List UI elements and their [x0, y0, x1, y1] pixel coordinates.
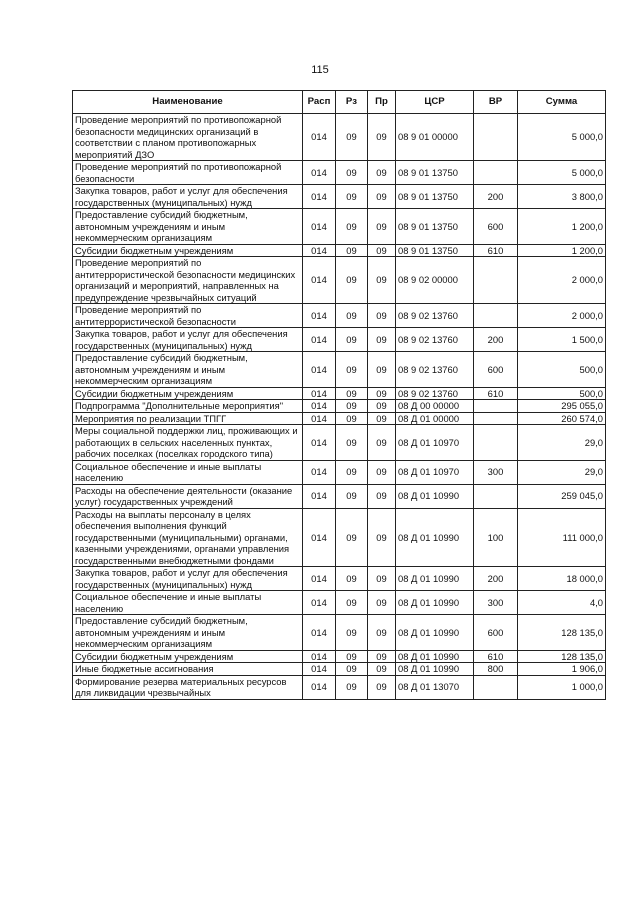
cell-sum: 260 574,0 [518, 412, 606, 425]
cell-pr: 09 [368, 484, 396, 508]
cell-rz: 09 [336, 161, 368, 185]
cell-name: Субсидии бюджетным учреждениям [73, 244, 303, 257]
cell-vr [474, 425, 518, 461]
cell-name: Предоставление субсидий бюджетным, автономным учреждениям и иным некоммерческим организациям [73, 615, 303, 651]
cell-pr: 09 [368, 244, 396, 257]
table-row [73, 591, 606, 615]
cell-sum: 295 055,0 [518, 400, 606, 413]
cell-csr: 08 9 01 13750 [396, 185, 474, 209]
cell-pr: 09 [368, 412, 396, 425]
table-row [73, 508, 606, 567]
cell-csr: 08 Д 01 10990 [396, 663, 474, 676]
cell-rz: 09 [336, 209, 368, 245]
cell-csr: 08 9 01 13750 [396, 209, 474, 245]
header-csr: ЦСР [396, 91, 474, 114]
cell-rz: 09 [336, 484, 368, 508]
cell-rasp: 014 [303, 663, 336, 676]
cell-name: Проведение мероприятий по антитеррористической безопасности медицинских организаций и мероприятий, направленных на предупреждение чрезвычайных ситуаций [73, 257, 303, 304]
cell-name: Субсидии бюджетным учреждениям [73, 650, 303, 663]
cell-pr: 09 [368, 257, 396, 304]
cell-sum: 4,0 [518, 591, 606, 615]
cell-name: Иные бюджетные ассигнования [73, 663, 303, 676]
cell-sum: 111 000,0 [518, 508, 606, 567]
cell-sum: 2 000,0 [518, 304, 606, 328]
table-row [73, 460, 606, 484]
cell-name: Проведение мероприятий по антитеррористической безопасности [73, 304, 303, 328]
cell-vr: 300 [474, 460, 518, 484]
table-row [73, 114, 606, 161]
cell-sum: 2 000,0 [518, 257, 606, 304]
cell-rz: 09 [336, 663, 368, 676]
cell-csr: 08 Д 01 10970 [396, 460, 474, 484]
cell-name: Социальное обеспечение и иные выплаты населению [73, 591, 303, 615]
table-row [73, 675, 606, 699]
cell-sum: 1 200,0 [518, 209, 606, 245]
cell-rz: 09 [336, 114, 368, 161]
cell-csr: 08 Д 01 10990 [396, 650, 474, 663]
table-row [73, 425, 606, 461]
table-row [73, 352, 606, 388]
cell-vr [474, 675, 518, 699]
cell-vr [474, 400, 518, 413]
cell-pr: 09 [368, 675, 396, 699]
cell-sum: 5 000,0 [518, 114, 606, 161]
cell-vr [474, 161, 518, 185]
page-number: 115 [311, 64, 329, 76]
cell-pr: 09 [368, 508, 396, 567]
cell-pr: 09 [368, 328, 396, 352]
cell-pr: 09 [368, 304, 396, 328]
cell-rz: 09 [336, 400, 368, 413]
cell-name: Проведение мероприятий по противопожарной безопасности медицинских организаций в соответствии с планом противопожарных мероприятий ДЗО [73, 114, 303, 161]
cell-csr: 08 Д 01 00000 [396, 412, 474, 425]
cell-csr: 08 9 02 13760 [396, 328, 474, 352]
cell-name: Меры социальной поддержки лиц, проживающих и работающих в сельских населенных пунктах, рабочих поселках (поселках городского типа) [73, 425, 303, 461]
cell-pr: 09 [368, 400, 396, 413]
cell-csr: 08 9 01 13750 [396, 244, 474, 257]
table-row [73, 400, 606, 413]
cell-vr: 610 [474, 650, 518, 663]
cell-vr: 610 [474, 387, 518, 400]
cell-rz: 09 [336, 304, 368, 328]
cell-rz: 09 [336, 328, 368, 352]
cell-name: Расходы на выплаты персоналу в целях обеспечения выполнения функций государственными (муниципальными) органами, казенными учреждениями, органами управления государственными внебюджетными фондами [73, 508, 303, 567]
cell-name: Расходы на обеспечение деятельности (оказание услуг) государственных учреждений [73, 484, 303, 508]
cell-csr: 08 Д 01 10990 [396, 508, 474, 567]
cell-vr: 600 [474, 352, 518, 388]
cell-rasp: 014 [303, 328, 336, 352]
cell-rasp: 014 [303, 591, 336, 615]
table-body [73, 114, 606, 700]
cell-rasp: 014 [303, 484, 336, 508]
cell-csr: 08 Д 01 10990 [396, 567, 474, 591]
cell-rasp: 014 [303, 352, 336, 388]
header-pr: Пр [368, 91, 396, 114]
table-row [73, 412, 606, 425]
cell-vr: 600 [474, 209, 518, 245]
cell-pr: 09 [368, 460, 396, 484]
table-row [73, 185, 606, 209]
cell-name: Мероприятия по реализации ТПГГ [73, 412, 303, 425]
cell-name: Закупка товаров, работ и услуг для обеспечения государственных (муниципальных) нужд [73, 185, 303, 209]
cell-name: Субсидии бюджетным учреждениям [73, 387, 303, 400]
cell-rz: 09 [336, 352, 368, 388]
cell-vr [474, 484, 518, 508]
cell-rz: 09 [336, 567, 368, 591]
cell-sum: 500,0 [518, 387, 606, 400]
cell-sum: 500,0 [518, 352, 606, 388]
cell-rz: 09 [336, 460, 368, 484]
cell-sum: 29,0 [518, 425, 606, 461]
cell-pr: 09 [368, 185, 396, 209]
cell-vr: 100 [474, 508, 518, 567]
cell-pr: 09 [368, 663, 396, 676]
cell-vr: 300 [474, 591, 518, 615]
cell-pr: 09 [368, 425, 396, 461]
cell-sum: 29,0 [518, 460, 606, 484]
header-vr: ВР [474, 91, 518, 114]
table-row [73, 304, 606, 328]
cell-csr: 08 9 02 13760 [396, 352, 474, 388]
cell-sum: 128 135,0 [518, 615, 606, 651]
cell-csr: 08 Д 01 10990 [396, 615, 474, 651]
cell-sum: 1 500,0 [518, 328, 606, 352]
cell-rasp: 014 [303, 425, 336, 461]
table-row [73, 257, 606, 304]
header-rasp: Расп [303, 91, 336, 114]
cell-csr: 08 9 02 13760 [396, 304, 474, 328]
cell-rasp: 014 [303, 209, 336, 245]
cell-vr [474, 412, 518, 425]
cell-vr: 200 [474, 328, 518, 352]
cell-rz: 09 [336, 257, 368, 304]
table-header-row [73, 91, 606, 114]
cell-rz: 09 [336, 615, 368, 651]
cell-pr: 09 [368, 615, 396, 651]
cell-name: Подпрограмма "Дополнительные мероприятия" [73, 400, 303, 413]
cell-rz: 09 [336, 508, 368, 567]
cell-name: Предоставление субсидий бюджетным, автономным учреждениям и иным некоммерческим организациям [73, 352, 303, 388]
cell-rasp: 014 [303, 675, 336, 699]
table-row [73, 244, 606, 257]
cell-rasp: 014 [303, 460, 336, 484]
cell-rz: 09 [336, 387, 368, 400]
cell-vr: 600 [474, 615, 518, 651]
table-row [73, 328, 606, 352]
cell-sum: 128 135,0 [518, 650, 606, 663]
cell-name: Закупка товаров, работ и услуг для обеспечения государственных (муниципальных) нужд [73, 328, 303, 352]
cell-csr: 08 9 01 00000 [396, 114, 474, 161]
budget-table [72, 90, 606, 700]
cell-name: Закупка товаров, работ и услуг для обеспечения государственных (муниципальных) нужд [73, 567, 303, 591]
header-name: Наименование [73, 91, 303, 114]
cell-csr: 08 Д 01 10970 [396, 425, 474, 461]
cell-rz: 09 [336, 591, 368, 615]
cell-vr [474, 304, 518, 328]
cell-csr: 08 Д 01 10990 [396, 484, 474, 508]
cell-rasp: 014 [303, 185, 336, 209]
table-row [73, 567, 606, 591]
cell-pr: 09 [368, 114, 396, 161]
cell-rasp: 014 [303, 400, 336, 413]
table-row [73, 663, 606, 676]
cell-rz: 09 [336, 185, 368, 209]
header-rz: Рз [336, 91, 368, 114]
cell-sum: 1 906,0 [518, 663, 606, 676]
cell-vr: 610 [474, 244, 518, 257]
table-row [73, 484, 606, 508]
cell-rasp: 014 [303, 244, 336, 257]
cell-name: Проведение мероприятий по противопожарной безопасности [73, 161, 303, 185]
cell-rasp: 014 [303, 304, 336, 328]
cell-pr: 09 [368, 352, 396, 388]
cell-rasp: 014 [303, 615, 336, 651]
cell-rasp: 014 [303, 114, 336, 161]
cell-rz: 09 [336, 412, 368, 425]
cell-name: Социальное обеспечение и иные выплаты населению [73, 460, 303, 484]
table-row [73, 161, 606, 185]
cell-csr: 08 9 01 13750 [396, 161, 474, 185]
cell-sum: 1 000,0 [518, 675, 606, 699]
cell-rz: 09 [336, 675, 368, 699]
cell-vr [474, 114, 518, 161]
cell-csr: 08 9 02 13760 [396, 387, 474, 400]
cell-csr: 08 Д 01 10990 [396, 591, 474, 615]
cell-rasp: 014 [303, 650, 336, 663]
cell-rasp: 014 [303, 161, 336, 185]
cell-vr: 200 [474, 185, 518, 209]
cell-pr: 09 [368, 387, 396, 400]
cell-sum: 259 045,0 [518, 484, 606, 508]
cell-sum: 1 200,0 [518, 244, 606, 257]
cell-vr: 200 [474, 567, 518, 591]
cell-rasp: 014 [303, 567, 336, 591]
cell-csr: 08 Д 01 13070 [396, 675, 474, 699]
cell-rasp: 014 [303, 387, 336, 400]
cell-vr: 800 [474, 663, 518, 676]
table-row [73, 650, 606, 663]
cell-vr [474, 257, 518, 304]
cell-name: Предоставление субсидий бюджетным, автономным учреждениям и иным некоммерческим организациям [73, 209, 303, 245]
table-row [73, 387, 606, 400]
cell-pr: 09 [368, 161, 396, 185]
table-row [73, 209, 606, 245]
header-sum: Сумма [518, 91, 606, 114]
cell-pr: 09 [368, 209, 396, 245]
cell-sum: 18 000,0 [518, 567, 606, 591]
cell-pr: 09 [368, 591, 396, 615]
cell-csr: 08 9 02 00000 [396, 257, 474, 304]
cell-rz: 09 [336, 244, 368, 257]
cell-rasp: 014 [303, 412, 336, 425]
cell-sum: 5 000,0 [518, 161, 606, 185]
table-row [73, 615, 606, 651]
cell-name: Формирование резерва материальных ресурсов для ликвидации чрезвычайных [73, 675, 303, 699]
cell-pr: 09 [368, 650, 396, 663]
cell-sum: 3 800,0 [518, 185, 606, 209]
cell-csr: 08 Д 00 00000 [396, 400, 474, 413]
cell-rz: 09 [336, 650, 368, 663]
cell-rz: 09 [336, 425, 368, 461]
cell-rasp: 014 [303, 257, 336, 304]
cell-rasp: 014 [303, 508, 336, 567]
cell-pr: 09 [368, 567, 396, 591]
